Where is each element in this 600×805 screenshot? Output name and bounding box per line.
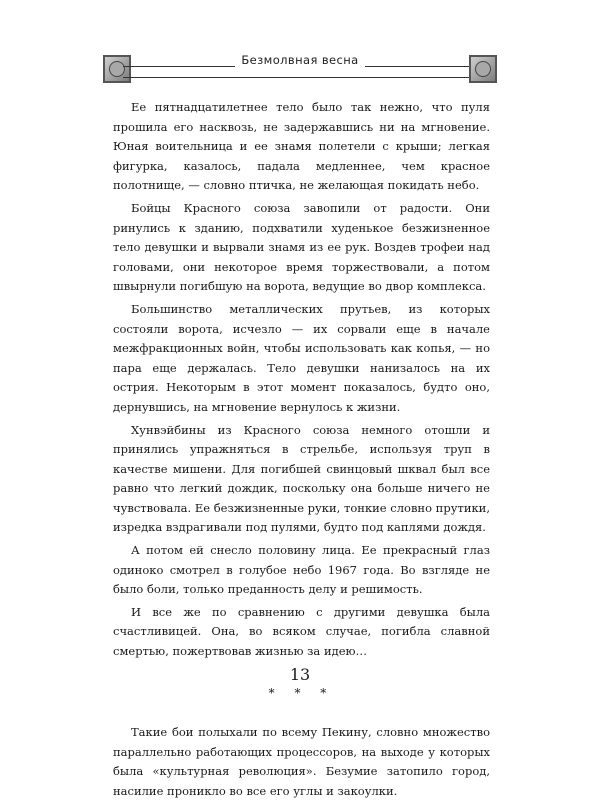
header-rule-bottom: [123, 77, 477, 78]
paragraph: И все же по сравнению с другими девушка была счастливицей. Она, во всяком случае, погибла славной смертью, пожертвовав жизнью за идею…: [113, 604, 490, 659]
body-text: [113, 98, 490, 805]
section-separator: * * *: [268, 685, 335, 700]
page-number: 13: [289, 665, 311, 684]
paragraph: Бойцы Красного союза завопили от радости. Они ринулись к зданию, подхватили худенькое безжизненное тело девушки и вырвали знамя из ее рук. Воздев трофеи над головами, они некоторое время торжествовали, а потом швырнули погибшую на ворота, ведущие во двор комплекса.: [113, 200, 490, 294]
paragraph: Ее пятнадцатилетнее тело было так нежно, что пуля прошила его насквозь, не задержавшись ни на мгновение. Юная воительница и ее знамя полетели с крыши; легкая фигурка, казалось, падала медленнее, чем красное полотнище, — словно птичка, не желающая покидать небо.: [113, 100, 490, 193]
paragraph: Хунвэйбины из Красного союза немного отошли и принялись упражняться в стрельбе, используя труп в качестве мишени. Для погибшей свинцовый шквал был все равно что легкий дождик, поскольку она больше ничего не чувствовала. Ее безжизненные руки, тонкие словно прутики, изредка вздрагивали под пулями, будто под каплями дождя.: [113, 422, 490, 535]
paragraph: Большинство металлических прутьев, из которых состояли ворота, исчезло — их сорвали еще в начале межфракционных войн, чтобы использовать как копья, — но пара еще держалась. Тело девушки нанизалось на их острия. Некоторым в этот момент показалось, будто оно, дернувшись, на мгновение вернулось к жизни.: [113, 301, 490, 414]
header-emblem-right-icon: [469, 55, 497, 83]
running-header: [103, 53, 497, 87]
paragraph: А потом ей снесло половину лица. Ее прекрасный глаз одиноко смотрел в голубое небо 1967 года. Во взгляде не было боли, только преданность делу и решимость.: [113, 543, 490, 597]
paragraph: Такие бои полыхали по всему Пекину, словно множество параллельно работающих процессоров, на выходе у которых была «культурная революция». Безумие затопило город, насилие проникло во все его углы и закоулки.: [113, 725, 490, 798]
running-header-title: Безмолвная весна: [103, 53, 497, 67]
